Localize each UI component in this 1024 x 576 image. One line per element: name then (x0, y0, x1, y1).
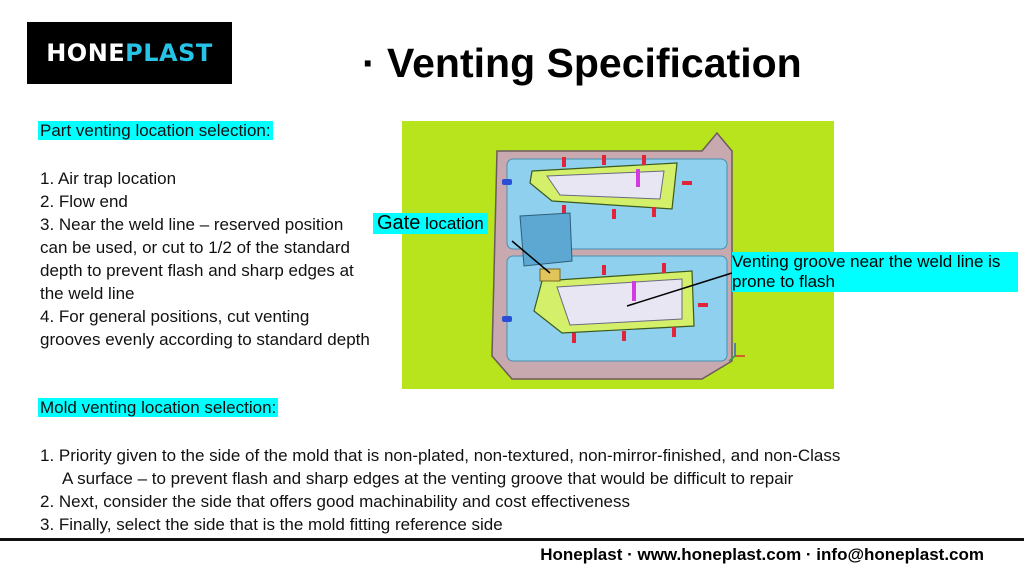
gate-location-label: Gate location (373, 213, 488, 234)
footer-divider (0, 538, 1024, 541)
mold-venting-list (40, 444, 980, 536)
list-item: 2. Next, consider the side that offers good machinability and cost effectiveness (40, 492, 630, 511)
footer-contact: Honeplast · www.honeplast.com · info@honeplast.com (540, 545, 984, 564)
list-item: 3. Near the weld line – reserved position can be used, or cut to 1/2 of the standard depth to prevent flash and sharp edges at the weld line (40, 215, 354, 303)
list-item: 1. Priority given to the side of the mold that is non-plated, non-textured, non-mirror-finished, and non-Class (40, 446, 841, 465)
brand-logo (27, 22, 232, 84)
list-item: 1. Air trap location (40, 169, 177, 188)
list-item-continuation: A surface – to prevent flash and sharp edges at the venting groove that would be difficult to repair (62, 469, 794, 488)
logo-text-plast: PLAST (125, 39, 213, 67)
list-item: 2. Flow end (40, 192, 128, 211)
venting-groove-label: Venting groove near the weld line is prone to flash (732, 252, 1018, 292)
list-item: 4. For general positions, cut venting grooves evenly according to standard depth (40, 307, 370, 349)
logo-text-hone: HONE (46, 39, 126, 67)
mold-venting-heading: Mold venting location selection: (40, 398, 277, 417)
list-item: 3. Finally, select the side that is the mold fitting reference side (40, 515, 503, 534)
part-venting-heading: Part venting location selection: (40, 121, 271, 140)
part-venting-list (40, 167, 370, 351)
page-title: · Venting Specification (362, 40, 802, 86)
